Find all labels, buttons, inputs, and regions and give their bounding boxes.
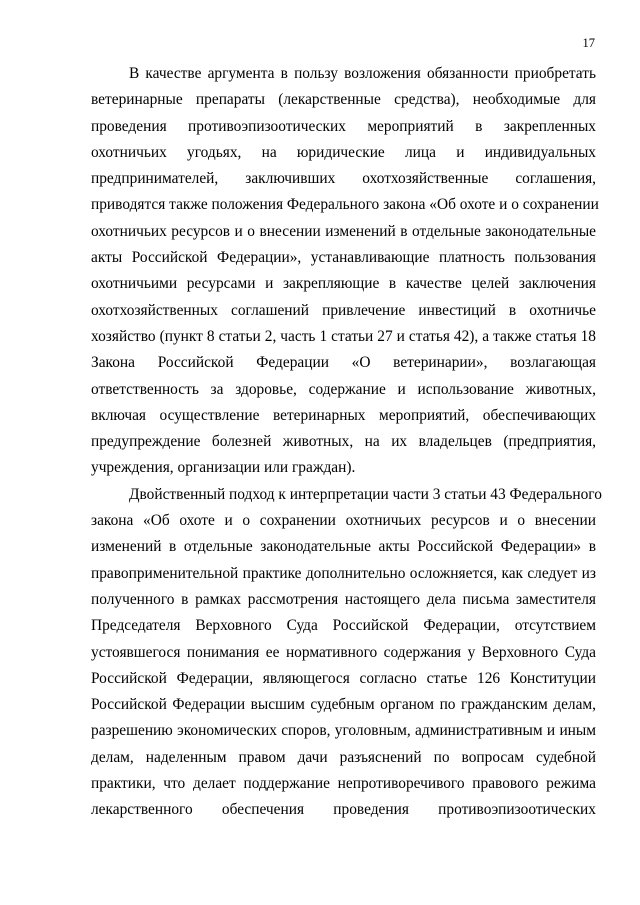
text-line: приводятся также положения Федерального закона «Об охоте и о сохранении [91,196,599,214]
text-line: предупреждение болезней животных, на их владельцев (предприятия, [91,433,596,451]
text-line: включая осуществление ветеринарных мероприятий, обеспечивающих [91,406,596,424]
text-line: ответственность за здоровье, содержание и использование животных, [91,380,596,398]
text-line: акты Российской Федерации», устанавливающие платность пользования [91,249,596,267]
text-line: практики, что делает поддержание непротиворечивого правового режима [91,775,596,793]
text-line: лекарственного обеспечения проведения противоэпизоотических [91,801,596,819]
text-line: предпринимателей, заключивших охотхозяйственные соглашения, [91,170,596,188]
text-line: полученного в рамках рассмотрения настоящего дела письма заместителя [91,590,596,608]
text-line: ветеринарные препараты (лекарственные средства), необходимые для [91,91,596,109]
text-line: правоприменительной практике дополнительно осложняется, как следует из [91,564,596,582]
text-line: охотничьих угодьях, на юридические лица и индивидуальных [91,143,596,161]
text-line: разрешению экономических споров, уголовным, административным и иным [91,722,596,740]
text-line: хозяйство (пункт 8 статьи 2, часть 1 статьи 27 и статья 42), а также статья 18 [91,327,596,345]
text-line: Председателя Верховного Суда Российской Федерации, отсутствием [91,617,596,635]
text-line: Российской Федерации, являющегося согласно статье 126 Конституции [91,669,596,687]
paragraph-1 [91,61,599,482]
paragraph-2 [91,482,602,824]
text-line: Двойственный подход к интерпретации части 3 статьи 43 Федерального [129,485,602,503]
page-number: 17 [582,36,595,50]
text-line: учреждения, организации или граждан). [91,459,356,477]
text-line: охотхозяйственных соглашений привлечение инвестиций в охотничье [91,301,596,319]
text-line: закона «Об охоте и о сохранении охотничьих ресурсов и о внесении [91,512,596,530]
text-line: Российской Федерации высшим судебным органом по гражданским делам, [91,696,596,714]
text-line: делам, наделенным правом дачи разъяснений по вопросам судебной [91,748,596,766]
text-line: изменений в отдельные законодательные акты Российской Федерации» в [91,538,596,556]
text-line: устоявшегося понимания ее нормативного содержания у Верховного Суда [91,643,596,661]
text-line: Закона Российской Федерации «О ветеринарии», возлагающая [91,354,596,372]
text-line: проведения противоэпизоотических мероприятий в закрепленных [91,117,596,135]
text-line: В качестве аргумента в пользу возложения обязанности приобретать [129,65,596,82]
document-body [91,61,602,824]
text-line: охотничьими ресурсами и закрепляющие в качестве целей заключения [91,275,596,293]
text-line: охотничьих ресурсов и о внесении изменений в отдельные законодательные [91,222,596,240]
